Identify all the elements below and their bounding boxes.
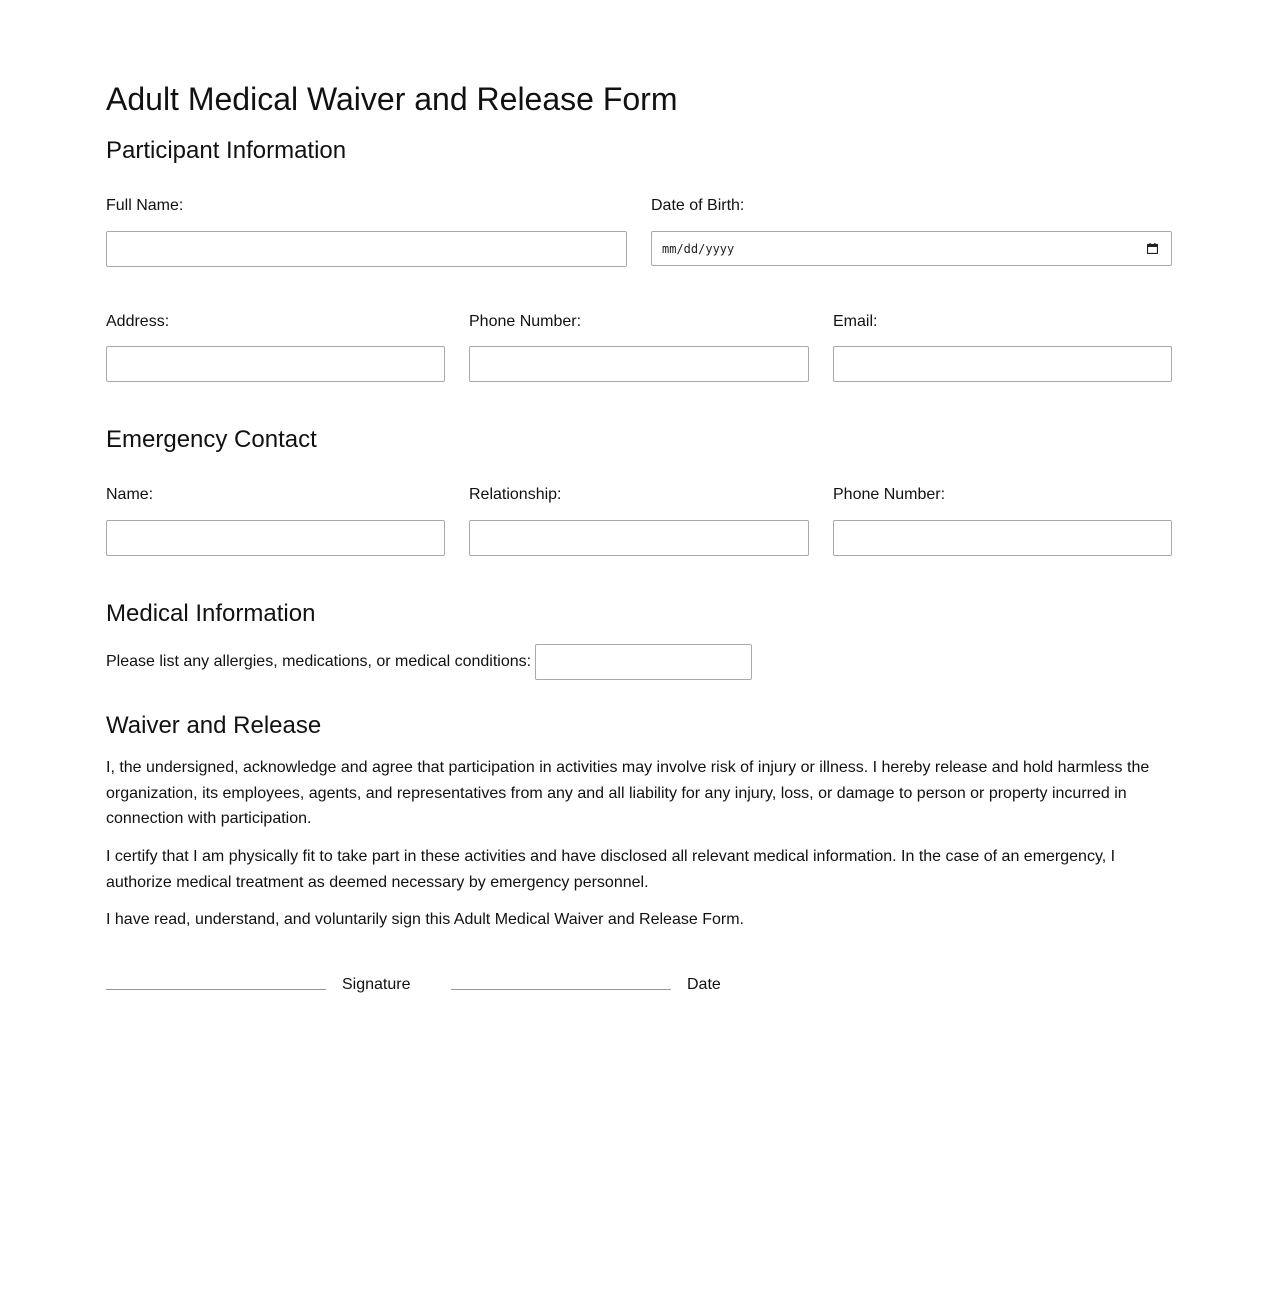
address-input[interactable] bbox=[106, 346, 445, 382]
waiver-paragraph-1: I, the undersigned, acknowledge and agree that participation in activities may involve risk of injury or illness. I hereby release and hold harmless the organization, its employees, agents, and representatives from any and all liability for any injury, loss, or damage to person or property incurred in connection with participation. bbox=[106, 759, 1150, 827]
medical-conditions-input[interactable] bbox=[535, 644, 752, 680]
emergency-name-input[interactable] bbox=[106, 520, 445, 556]
section-heading-medical: Medical Information bbox=[106, 600, 316, 627]
phone-input[interactable] bbox=[469, 346, 809, 382]
address-label: Address: bbox=[106, 313, 170, 330]
dob-placeholder: mm/dd/yyyy bbox=[662, 241, 735, 256]
medical-conditions-label: Please list any allergies, medications, or medical conditions: bbox=[106, 653, 532, 670]
page-title: Adult Medical Waiver and Release Form bbox=[106, 81, 678, 117]
dob-input[interactable] bbox=[651, 231, 1172, 266]
waiver-paragraph-3: I have read, understand, and voluntarily sign this Adult Medical Waiver and Release Form. bbox=[106, 911, 744, 928]
signature-label: Signature bbox=[342, 976, 411, 993]
section-heading-emergency: Emergency Contact bbox=[106, 426, 317, 453]
full-name-label: Full Name: bbox=[106, 197, 184, 214]
relationship-label: Relationship: bbox=[469, 486, 562, 503]
relationship-input[interactable] bbox=[469, 520, 809, 556]
phone-label: Phone Number: bbox=[469, 313, 582, 330]
signature-line[interactable] bbox=[106, 989, 326, 990]
emergency-phone-label: Phone Number: bbox=[833, 486, 946, 503]
email-label: Email: bbox=[833, 313, 878, 330]
emergency-name-label: Name: bbox=[106, 486, 154, 503]
waiver-paragraph-2: I certify that I am physically fit to take part in these activities and have disclosed all relevant medical information. In the case of an emergency, I authorize medical treatment as deemed necessary by emergency personnel. bbox=[106, 848, 1116, 891]
emergency-phone-input[interactable] bbox=[833, 520, 1172, 556]
email-input[interactable] bbox=[833, 346, 1172, 382]
date-line[interactable] bbox=[451, 989, 671, 990]
dob-label: Date of Birth: bbox=[651, 197, 745, 214]
section-heading-waiver: Waiver and Release bbox=[106, 712, 322, 739]
calendar-icon[interactable] bbox=[1147, 243, 1158, 254]
date-label: Date bbox=[687, 976, 721, 993]
section-heading-participant: Participant Information bbox=[106, 137, 347, 164]
full-name-input[interactable] bbox=[106, 231, 627, 267]
